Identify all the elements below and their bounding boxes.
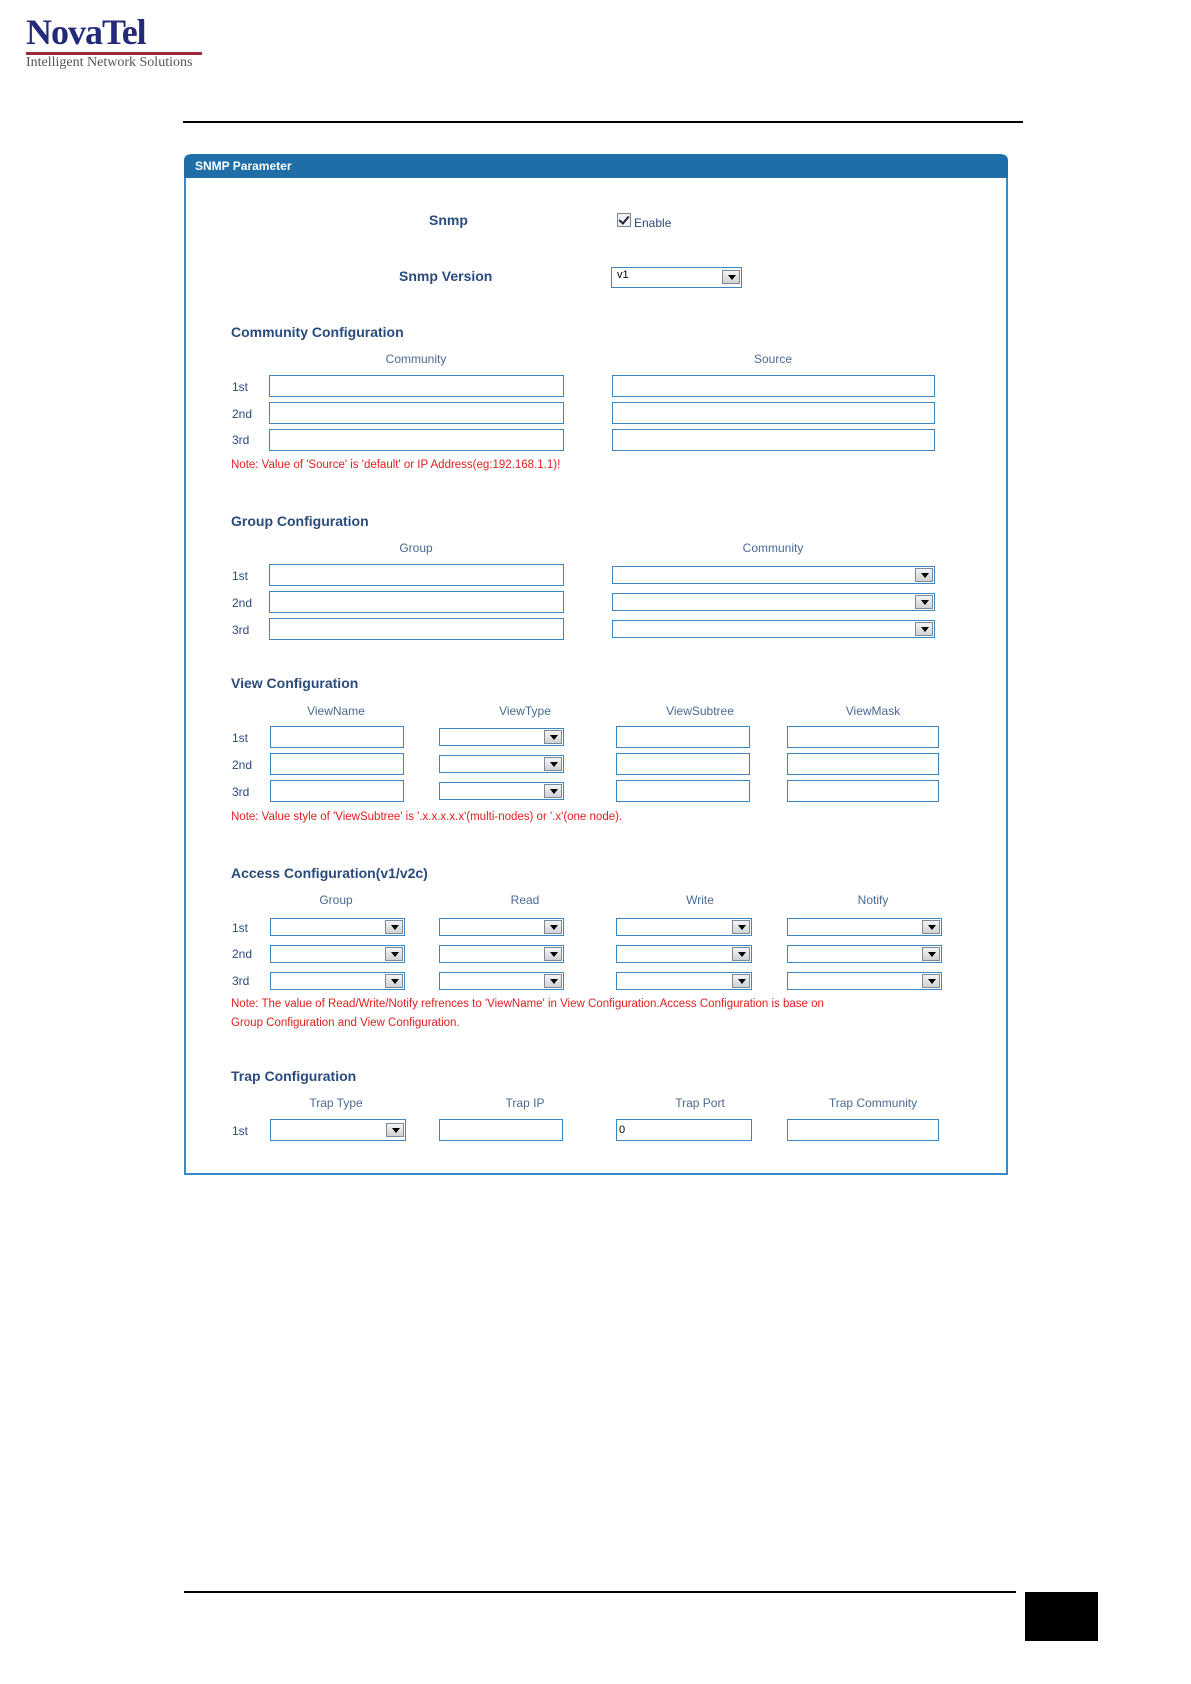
access-notify-select-2[interactable] bbox=[787, 945, 942, 963]
group-config-title: Group Configuration bbox=[231, 513, 369, 529]
access-read-select-3[interactable] bbox=[439, 972, 564, 990]
header-rule bbox=[183, 121, 1023, 123]
group-input-3[interactable] bbox=[269, 618, 564, 640]
group-input-2[interactable] bbox=[269, 591, 564, 613]
viewsubtree-input-1[interactable] bbox=[616, 726, 750, 748]
chevron-down-icon[interactable] bbox=[732, 974, 750, 988]
group-input-1[interactable] bbox=[269, 564, 564, 586]
view-row-label-1: 1st bbox=[232, 731, 249, 745]
trap-port-input[interactable] bbox=[616, 1119, 752, 1141]
access-row-label-2: 2nd bbox=[232, 947, 253, 961]
source-input-2[interactable] bbox=[612, 402, 935, 424]
chevron-down-icon[interactable] bbox=[385, 920, 403, 934]
chevron-down-icon[interactable] bbox=[544, 784, 562, 798]
access-note-line-2: Group Configuration and View Configuration. bbox=[231, 1017, 460, 1029]
access-group-select-2[interactable] bbox=[270, 945, 405, 963]
viewsubtree-input-3[interactable] bbox=[616, 780, 750, 802]
community-note: Note: Value of 'Source' is 'default' or IP Address(eg:192.168.1.1)! bbox=[231, 459, 561, 471]
snmp-enable-label: Enable bbox=[634, 216, 672, 230]
access-read-header: Read bbox=[510, 893, 540, 907]
trap-port-header: Trap Port bbox=[675, 1096, 725, 1110]
access-write-select-2[interactable] bbox=[616, 945, 752, 963]
chevron-down-icon[interactable] bbox=[544, 947, 562, 961]
access-write-select-3[interactable] bbox=[616, 972, 752, 990]
viewtype-select-1[interactable] bbox=[439, 728, 564, 746]
access-group-select-3[interactable] bbox=[270, 972, 405, 990]
group-row-label-3: 3rd bbox=[232, 623, 250, 637]
access-config-title: Access Configuration(v1/v2c) bbox=[231, 865, 428, 881]
footer-rule bbox=[184, 1591, 1016, 1593]
chevron-down-icon[interactable] bbox=[915, 568, 933, 582]
snmp-version-label: Snmp Version bbox=[399, 268, 493, 284]
chevron-down-icon[interactable] bbox=[922, 974, 940, 988]
group-header: Group bbox=[399, 541, 433, 555]
chevron-down-icon[interactable] bbox=[922, 920, 940, 934]
viewmask-input-3[interactable] bbox=[787, 780, 939, 802]
view-note: Note: Value style of 'ViewSubtree' is '.x.x.x.x.x'(multi-nodes) or '.x'(one node). bbox=[231, 811, 623, 823]
viewtype-header: ViewType bbox=[499, 704, 551, 718]
group-row-label-2: 2nd bbox=[232, 596, 253, 610]
access-row-label-1: 1st bbox=[232, 921, 249, 935]
chevron-down-icon[interactable] bbox=[922, 947, 940, 961]
community-row-label-1: 1st bbox=[232, 380, 249, 394]
viewtype-select-2[interactable] bbox=[439, 755, 564, 773]
community-row-label-2: 2nd bbox=[232, 407, 253, 421]
source-input-1[interactable] bbox=[612, 375, 935, 397]
viewsubtree-header: ViewSubtree bbox=[666, 704, 734, 718]
snmp-label: Snmp bbox=[429, 212, 468, 228]
chevron-down-icon[interactable] bbox=[732, 947, 750, 961]
chevron-down-icon[interactable] bbox=[385, 974, 403, 988]
chevron-down-icon[interactable] bbox=[915, 622, 933, 636]
community-input-3[interactable] bbox=[269, 429, 564, 451]
access-group-header: Group bbox=[319, 893, 353, 907]
logo-brand: NovaTel bbox=[26, 12, 146, 52]
group-community-select-2[interactable] bbox=[612, 593, 935, 611]
trap-type-select[interactable] bbox=[270, 1119, 406, 1141]
viewsubtree-input-2[interactable] bbox=[616, 753, 750, 775]
viewname-input-3[interactable] bbox=[270, 780, 404, 802]
access-read-select-1[interactable] bbox=[439, 918, 564, 936]
community-input-2[interactable] bbox=[269, 402, 564, 424]
view-row-label-3: 3rd bbox=[232, 785, 250, 799]
trap-ip-input[interactable] bbox=[439, 1119, 563, 1141]
view-row-label-2: 2nd bbox=[232, 758, 253, 772]
group-community-header: Community bbox=[742, 541, 804, 555]
chevron-down-icon[interactable] bbox=[386, 1123, 404, 1137]
access-notify-select-3[interactable] bbox=[787, 972, 942, 990]
trap-type-header: Trap Type bbox=[309, 1096, 363, 1110]
access-write-select-1[interactable] bbox=[616, 918, 752, 936]
viewtype-select-3[interactable] bbox=[439, 782, 564, 800]
access-write-header: Write bbox=[686, 893, 714, 907]
trap-community-header: Trap Community bbox=[828, 1096, 918, 1110]
access-group-select-1[interactable] bbox=[270, 918, 405, 936]
novatel-logo bbox=[26, 14, 202, 71]
viewname-input-1[interactable] bbox=[270, 726, 404, 748]
logo-tagline: Intelligent Network Solutions bbox=[26, 55, 193, 70]
chevron-down-icon[interactable] bbox=[732, 920, 750, 934]
panel-title: SNMP Parameter bbox=[184, 154, 1008, 178]
viewmask-input-1[interactable] bbox=[787, 726, 939, 748]
chevron-down-icon[interactable] bbox=[544, 920, 562, 934]
chevron-down-icon[interactable] bbox=[544, 730, 562, 744]
chevron-down-icon[interactable] bbox=[722, 270, 740, 284]
viewmask-input-2[interactable] bbox=[787, 753, 939, 775]
chevron-down-icon[interactable] bbox=[544, 757, 562, 771]
community-row-label-3: 3rd bbox=[232, 433, 250, 447]
group-community-select-1[interactable] bbox=[612, 566, 935, 584]
snmp-version-value: v1 bbox=[617, 269, 629, 281]
snmp-enable-checkbox[interactable] bbox=[617, 213, 631, 227]
community-header: Community bbox=[385, 352, 447, 366]
access-note-line-1: Note: The value of Read/Write/Notify refrences to 'ViewName' in View Configuration.Access Configuration is base on bbox=[231, 998, 824, 1010]
page-number-box bbox=[1025, 1592, 1098, 1641]
community-input-1[interactable] bbox=[269, 375, 564, 397]
chevron-down-icon[interactable] bbox=[544, 974, 562, 988]
access-notify-select-1[interactable] bbox=[787, 918, 942, 936]
viewname-input-2[interactable] bbox=[270, 753, 404, 775]
source-input-3[interactable] bbox=[612, 429, 935, 451]
chevron-down-icon[interactable] bbox=[385, 947, 403, 961]
chevron-down-icon[interactable] bbox=[915, 595, 933, 609]
source-header: Source bbox=[753, 352, 793, 366]
access-notify-header: Notify bbox=[857, 893, 889, 907]
trap-ip-header: Trap IP bbox=[505, 1096, 545, 1110]
viewname-header: ViewName bbox=[307, 704, 365, 718]
access-row-label-3: 3rd bbox=[232, 974, 250, 988]
trap-row-label-1: 1st bbox=[232, 1124, 249, 1138]
snmp-version-select[interactable] bbox=[611, 267, 742, 288]
viewmask-header: ViewMask bbox=[845, 704, 901, 718]
community-config-title: Community Configuration bbox=[231, 324, 404, 340]
trap-config-title: Trap Configuration bbox=[231, 1068, 357, 1084]
trap-community-input[interactable] bbox=[787, 1119, 939, 1141]
access-read-select-2[interactable] bbox=[439, 945, 564, 963]
group-community-select-3[interactable] bbox=[612, 620, 935, 638]
group-row-label-1: 1st bbox=[232, 569, 249, 583]
view-config-title: View Configuration bbox=[231, 675, 359, 691]
